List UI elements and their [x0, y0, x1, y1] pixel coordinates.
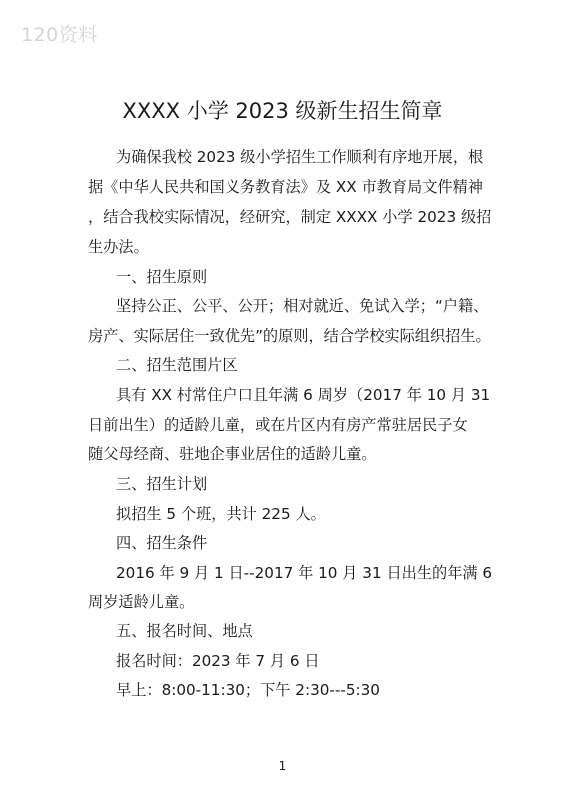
intro-line-3: ，结合我校实际情况，经研究，制定 XXXX 小学 2023 级招	[88, 208, 492, 226]
section-heading-3: 三、招生计划	[116, 475, 208, 493]
section-2-line-2: 日前出生）的适龄儿童，或在片区内有房产常驻居民子女	[88, 416, 468, 434]
section-4-line-1: 2016 年 9 月 1 日--2017 年 10 月 31 日出生的年满 6	[116, 564, 493, 582]
section-heading-4: 四、招生条件	[116, 534, 208, 552]
section-2-line-3: 随父母经商、驻地企事业居住的适龄儿童。	[88, 445, 377, 463]
section-1-line-1: 坚持公正、公平、公开；相对就近、免试入学；“户籍、	[116, 297, 489, 315]
section-1-line-2: 房产、实际居住一致优先”的原则，结合学校实际组织招生。	[88, 327, 491, 345]
intro-line-4: 生办法。	[88, 238, 149, 256]
section-2-line-1: 具有 XX 村常住户口且年满 6 周岁（2017 年 10 月 31	[116, 386, 491, 404]
section-3-line-1: 拟招生 5 个班，共计 225 人。	[116, 505, 326, 523]
section-4-line-2: 周岁适龄儿童。	[88, 593, 195, 611]
watermark: 120资料	[21, 24, 98, 46]
section-heading-2: 二、招生范围片区	[116, 356, 238, 374]
section-5-line-1: 报名时间：2023 年 7 月 6 日	[116, 652, 320, 670]
section-heading-1: 一、招生原则	[116, 268, 208, 286]
page-number: 1	[278, 759, 287, 773]
document-title: XXXX 小学 2023 级新生招生简章	[122, 99, 443, 123]
intro-line-2: 据《中华人民共和国义务教育法》及 XX 市教育局文件精神	[88, 178, 483, 196]
intro-line-1: 为确保我校 2023 级小学招生工作顺利有序地开展，根	[116, 148, 484, 166]
section-heading-5: 五、报名时间、地点	[116, 622, 253, 640]
section-5-line-2: 早上：8:00-11:30；下午 2:30---5:30	[116, 681, 380, 699]
